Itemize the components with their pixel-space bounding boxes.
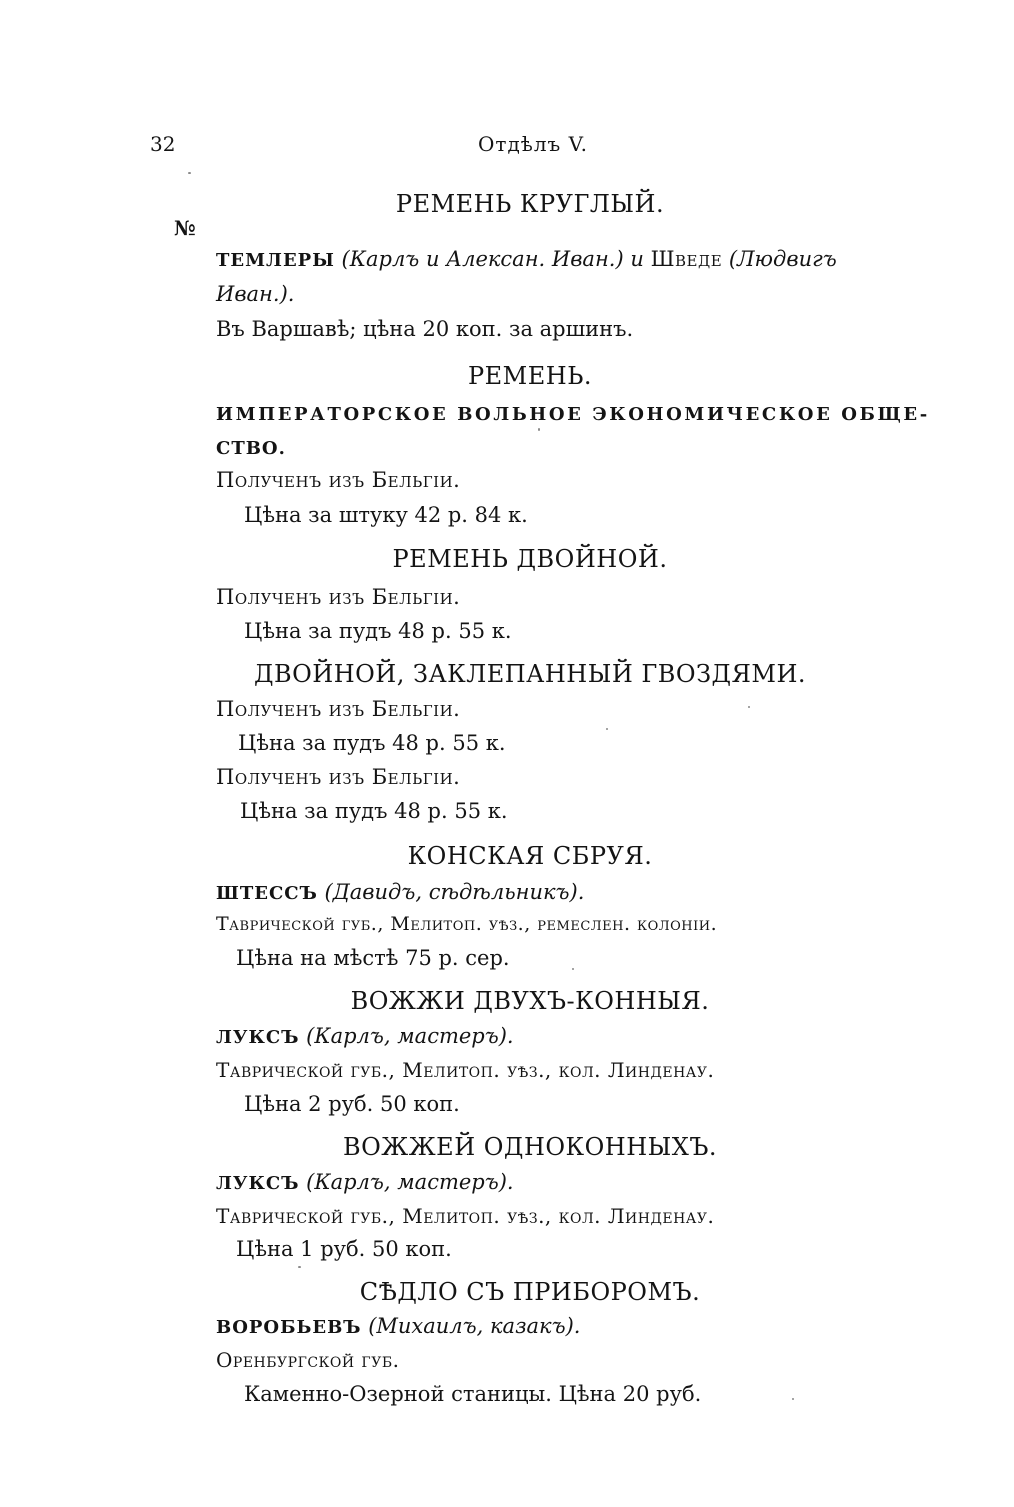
- entry-line: Иван.).: [216, 282, 295, 306]
- price-line: Цѣна 2 руб. 50 коп.: [244, 1092, 460, 1116]
- page-number: 32: [150, 132, 176, 156]
- section-heading-double-belt: РЕМЕНЬ ДВОЙНОЙ.: [392, 545, 668, 573]
- scan-speck: [298, 1266, 301, 1268]
- exhibitor-name-continued: СТВО.: [216, 438, 286, 459]
- exhibitor-detail: (Карлъ, мастеръ).: [306, 1170, 514, 1194]
- price-line: Цѣна 1 руб. 50 коп.: [236, 1237, 452, 1261]
- exhibitor-name: ИМПЕРАТОРСКОЕ ВОЛЬНОЕ ЭКОНОМИЧЕСКОЕ ОБЩЕ-: [216, 404, 930, 425]
- scan-speck: [188, 172, 191, 174]
- scan-speck: [538, 428, 540, 431]
- entry-line: Полученъ изъ Бельгіи.: [216, 468, 461, 492]
- section-heading-harness: КОНСКАЯ СБРУЯ.: [407, 842, 653, 870]
- exhibitor-detail: (Давидъ, сѣдѣльникъ).: [324, 880, 585, 904]
- section-heading-saddle: СѢДЛО СЪ ПРИБОРОМЪ.: [359, 1278, 701, 1306]
- scan-speck: [748, 706, 750, 708]
- number-column-label: №: [174, 216, 196, 240]
- scan-speck: [792, 1398, 794, 1400]
- price-line: Цѣна за пудъ 48 р. 55 к.: [238, 731, 506, 755]
- entry-line: Полученъ изъ Бельгіи.: [216, 765, 461, 789]
- section-heading-round-belt: РЕМЕНЬ КРУГЛЫЙ.: [395, 190, 665, 218]
- entry-exhibitor-line: [216, 1024, 514, 1048]
- exhibitor-name: ЛУКСЪ: [216, 1027, 300, 1048]
- entry-line: Въ Варшавѣ; цѣна 20 коп. за аршинъ.: [216, 317, 634, 341]
- section-heading-belt: РЕМЕНЬ.: [468, 362, 592, 390]
- scan-speck: [572, 968, 574, 970]
- entry-line: Оренбургской губ.: [216, 1348, 400, 1372]
- exhibitor-name: ТЕМЛЕРЫ: [216, 250, 335, 271]
- entry-exhibitor-line: [216, 1314, 580, 1338]
- section-heading-two-horse-reins: ВОЖЖИ ДВУХЪ-КОННЫЯ.: [350, 987, 710, 1015]
- exhibitor-name: ВОРОБЬЕВЪ: [216, 1317, 362, 1338]
- entry-line: Таврической губ., Мелитоп. уѣз., кол. Линденау.: [216, 1204, 715, 1228]
- entry-exhibitor-line: [216, 880, 584, 904]
- exhibitor-detail: (Карлъ и Алексан. Иван.): [341, 247, 624, 271]
- entry-line: Таврической губ., Мелитоп. уѣз., ремеслен. колоніи.: [216, 913, 718, 935]
- exhibitor-detail: (Карлъ, мастеръ).: [306, 1024, 514, 1048]
- price-line: Каменно-Озерной станицы. Цѣна 20 руб.: [244, 1382, 702, 1406]
- entry-exhibitor-line: [216, 1170, 514, 1194]
- running-head: Отдѣлъ V.: [478, 132, 588, 156]
- price-line: Цѣна за пудъ 48 р. 55 к.: [244, 619, 512, 643]
- price-line: Цѣна за пудъ 48 р. 55 к.: [240, 799, 508, 823]
- price-line: Цѣна за штуку 42 р. 84 к.: [244, 503, 528, 527]
- scan-speck: [606, 728, 608, 730]
- exhibitor-detail: (Михаилъ, казакъ).: [368, 1314, 581, 1338]
- entry-line: Полученъ изъ Бельгіи.: [216, 585, 461, 609]
- entry-exhibitor-line: [216, 247, 837, 271]
- entry-line: Полученъ изъ Бельгіи.: [216, 697, 461, 721]
- entry-line: Таврической губ., Мелитоп. уѣз., кол. Линденау.: [216, 1058, 715, 1082]
- section-heading-riveted: ДВОЙНОЙ, ЗАКЛЕПАННЫЙ ГВОЗДЯМИ.: [253, 660, 807, 688]
- connector-word: и: [630, 247, 644, 271]
- exhibitor-detail-2: (Людвигъ: [728, 247, 837, 271]
- price-line: Цѣна на мѣстѣ 75 р. сер.: [236, 946, 510, 970]
- exhibitor-name-2: Шведе: [650, 247, 723, 271]
- exhibitor-name: ШТЕССЪ: [216, 883, 318, 904]
- section-heading-single-horse-reins: ВОЖЖЕЙ ОДНОКОННЫХЪ.: [342, 1133, 718, 1161]
- exhibitor-name: ЛУКСЪ: [216, 1173, 300, 1194]
